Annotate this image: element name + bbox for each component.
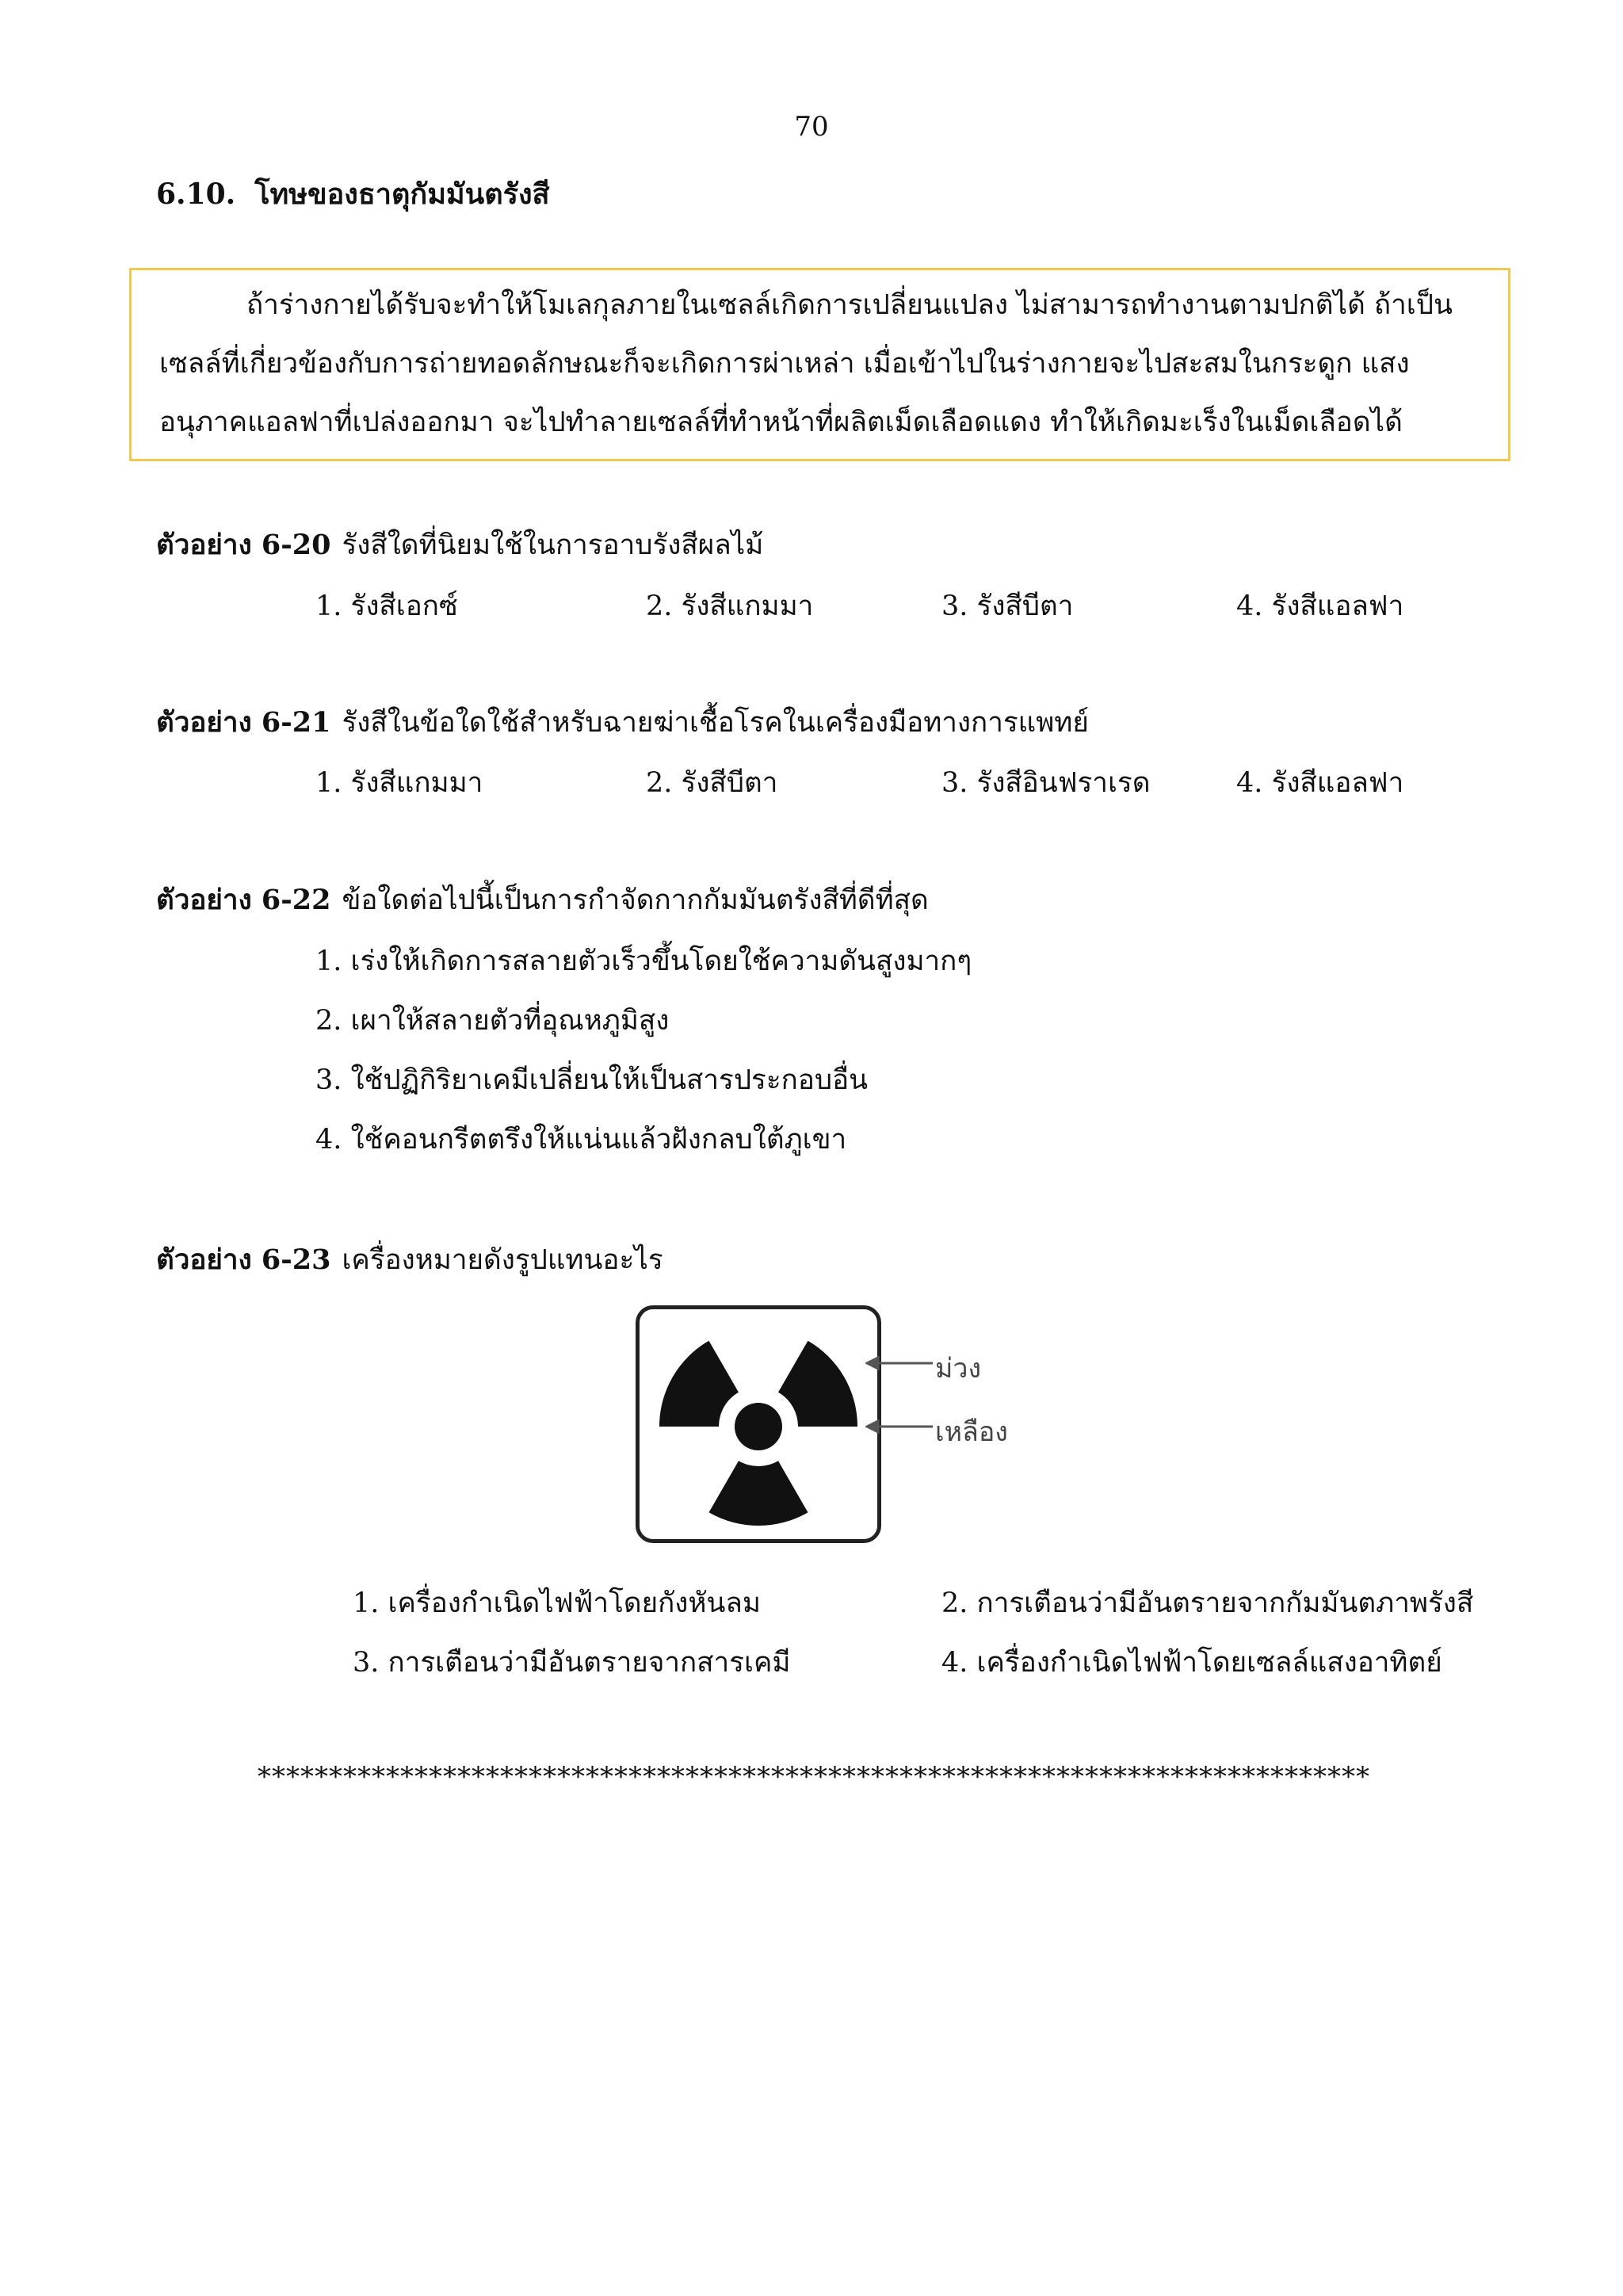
arrow-head [867,1358,878,1369]
radiation-hazard-icon [640,1309,877,1539]
choice-3: 3. การเตือนว่ามีอันตรายจากสารเคมี [353,1647,791,1679]
divider-stars: ****************************************************************************** [258,1761,1370,1793]
choice-2: 2. รังสีบีตา [646,767,778,799]
choice-3: 3. ใช้ปฏิกิริยาเคมีเปลี่ยนให้เป็นสารประกอบอื่น [315,1064,869,1096]
question-label: ตัวอย่าง 6-21 [156,706,331,739]
question-label: ตัวอย่าง 6-20 [156,529,331,561]
question-6-21 [156,701,1089,744]
question-label: ตัวอย่าง 6-23 [156,1244,331,1276]
question-text: ข้อใดต่อไปนี้เป็นการกำจัดกากกัมมันตรังสีที่ดีที่สุด [342,884,929,916]
choice-1: 1. เครื่องกำเนิดไฟฟ้าโดยกังหันลม [353,1587,761,1619]
choice-3: 3. รังสีบีตา [941,590,1074,622]
choice-4: 4. รังสีแอลฟา [1236,590,1404,622]
choice-4: 4. รังสีแอลฟา [1236,767,1404,799]
question-label: ตัวอย่าง 6-22 [156,884,331,916]
arrows [865,1345,937,1440]
question-text: รังสีในข้อใดใช้สำหรับฉายฆ่าเชื้อโรคในเครื่องมือทางการแพทย์ [342,707,1089,739]
choice-2: 2. รังสีแกมมา [646,590,814,622]
question-6-22 [156,878,929,922]
question-6-23 [156,1238,663,1282]
page-number: 70 [794,111,829,143]
choice-2: 2. การเตือนว่ามีอันตรายจากกัมมันตภาพรังสี [941,1587,1474,1619]
info-line: ถ้าร่างกายได้รับจะทำให้โมเลกุลภายในเซลล์เกิดการเปลี่ยนแปลง ไม่สามารถทำงานตามปกติได้ ถ้าเป็น [246,289,1453,321]
choice-3: 3. รังสีอินฟราเรด [941,767,1151,799]
section-heading [156,171,550,216]
radiation-symbol-figure [604,1289,1033,1551]
choice-4: 4. เครื่องกำเนิดไฟฟ้าโดยเซลล์แสงอาทิตย์ [941,1647,1442,1679]
label-yellow: เหลือง [935,1416,1008,1448]
label-purple: ม่วง [935,1353,982,1385]
info-line: อนุภาคแอลฟาที่เปล่งออกมา จะไปทำลายเซลล์ที่ทำหน้าที่ผลิตเม็ดเลือดแดง ทำให้เกิดมะเร็งในเม็ดเลือดได้ [159,407,1403,438]
question-text: เครื่องหมายดังรูปแทนอะไร [342,1244,663,1276]
question-text: รังสีใดที่นิยมใช้ในการอาบรังสีผลไม้ [342,529,764,561]
choice-2: 2. เผาให้สลายตัวที่อุณหภูมิสูง [315,1005,670,1037]
choice-1: 1. เร่งให้เกิดการสลายตัวเร็วขึ้นโดยใช้ความดันสูงมากๆ [315,946,972,977]
info-line: เซลล์ที่เกี่ยวข้องกับการถ่ายทอดลักษณะก็จะเกิดการผ่าเหล่า เมื่อเข้าไปในร่างกายจะไปสะสมในกระดูก แสง [159,348,1410,380]
symbol-frame [636,1305,881,1543]
question-6-20 [156,523,763,567]
choice-1: 1. รังสีเอกซ์ [315,590,458,622]
section-title: โทษของธาตุกัมมันตรังสี [254,178,550,211]
section-number: 6.10. [156,178,236,211]
arrow-head [867,1421,878,1432]
choice-4: 4. ใช้คอนกรีตตรึงให้แน่นแล้วฝังกลบใต้ภูเขา [315,1124,847,1156]
choice-1: 1. รังสีแกมมา [315,767,483,799]
info-box [129,268,1510,461]
